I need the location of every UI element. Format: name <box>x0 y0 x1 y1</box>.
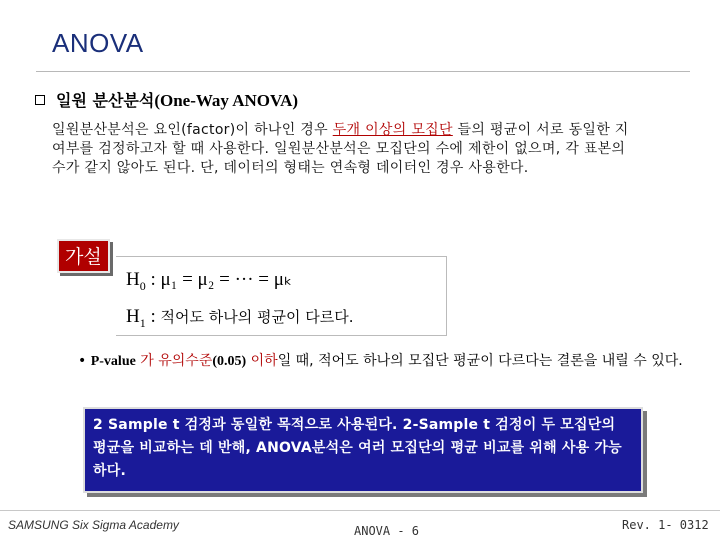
note-pvalue: P-value <box>90 354 136 369</box>
h0-subscript: 0 <box>139 278 146 293</box>
slide-title: ANOVA <box>52 28 144 58</box>
h1-symbol: H <box>126 306 140 327</box>
note-alpha: (0.05) <box>212 354 247 369</box>
heading-korean: 일원 분산분석 <box>56 91 155 110</box>
note-part3: 일 때, 적어도 하나의 모집단 평균이 다르다는 결론을 내릴 수 있다. <box>277 353 683 369</box>
note-part1: 가 유의수준 <box>135 353 213 369</box>
footer-organization: SAMSUNG Six Sigma Academy <box>8 518 179 532</box>
section-heading <box>56 88 298 111</box>
pvalue-note <box>78 351 698 372</box>
note-bullet: • <box>78 353 91 369</box>
alternative-hypothesis <box>126 306 353 331</box>
h0-expression: : μ₁ = μ₂ = ··· = μₖ <box>145 269 293 290</box>
heading-english: (One-Way ANOVA) <box>154 91 299 110</box>
note-part2: 이하 <box>246 353 278 369</box>
h1-subscript: 1 <box>139 315 146 330</box>
callout-box: 2 Sample t 검정과 동일한 목적으로 사용된다. 2-Sample t 검정이 두 모집단의 평균을 비교하는 데 반해, ANOVA분석은 여러 모집단의 평균 비교를 위해 사용 가능하다. <box>83 407 643 493</box>
paragraph-highlight: 두개 이상의 모집단 <box>332 122 453 138</box>
h1-text: 적어도 하나의 평균이 다르다. <box>160 308 354 326</box>
description-paragraph <box>52 121 632 178</box>
footer-divider <box>0 510 720 511</box>
square-bullet-icon <box>35 95 45 105</box>
null-hypothesis <box>126 268 292 294</box>
footer-revision: Rev. 1- 0312 <box>622 518 709 532</box>
footer-page-number: ANOVA - 6 <box>354 524 420 538</box>
h0-symbol: H <box>126 269 140 290</box>
paragraph-part1: 일원분산분석은 요인(factor)이 하나인 경우 <box>52 122 333 138</box>
hypothesis-label: 가설 <box>57 239 110 273</box>
h1-separator: : <box>145 306 161 327</box>
paragraph-part2: 들의 평균이 서로 동일한 지 여부를 검정하고자 할 때 사용한다. 일원분산분석은 모집단의 수에 제한이 없으며, 각 표본의 수가 같지 않아도 된다. 단, 데이터의 형태는 연속형 데이터인 경우 사용한다. <box>52 122 629 176</box>
title-divider <box>36 71 690 72</box>
